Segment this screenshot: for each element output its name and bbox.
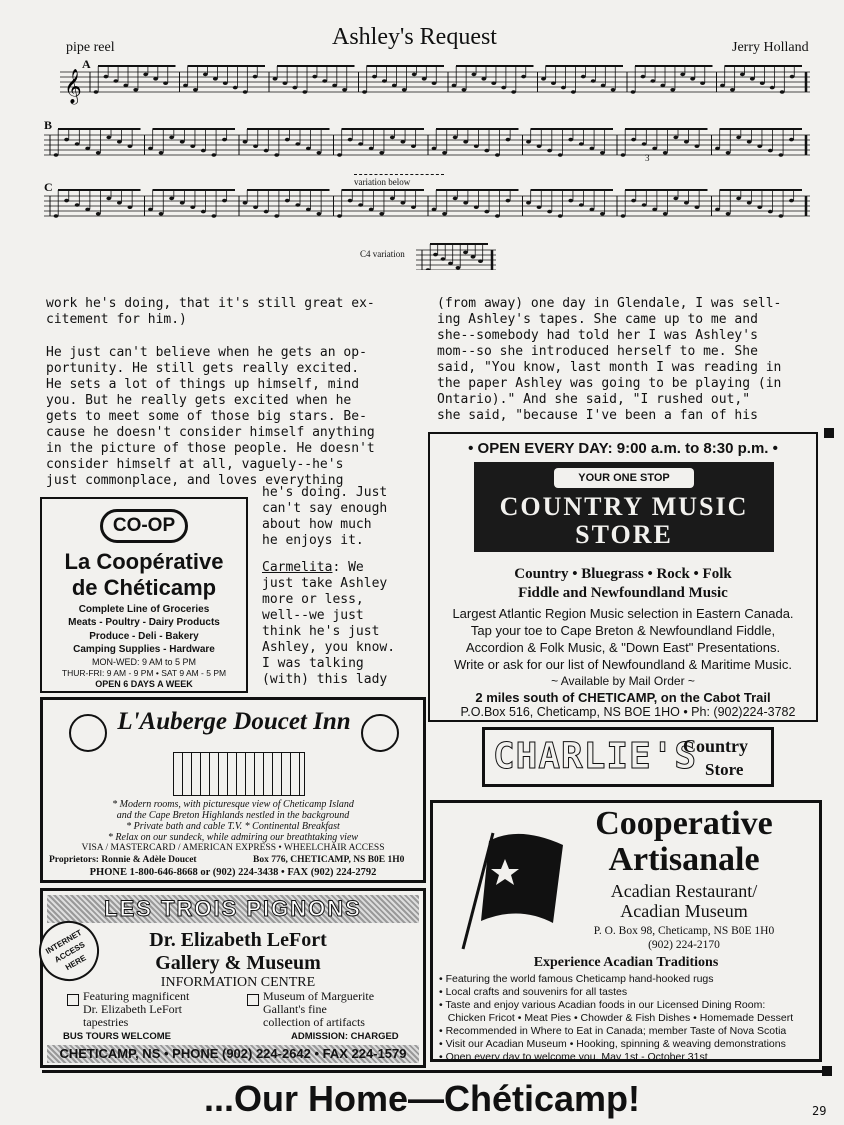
pignons-info: INFORMATION CENTRE <box>160 975 316 990</box>
speaker-text: : We just take Ashley more or less, well--we just think he's just Ashley, you know. I was talking (with) this lady <box>262 560 396 687</box>
auberge-l3: * Private bath and cable T.V. * Continental Breakfast <box>126 821 340 832</box>
store-logo-panel <box>474 462 774 552</box>
store-banner: YOUR ONE STOP <box>554 468 694 488</box>
article-speaker-block <box>262 560 432 688</box>
pignons-name1: Dr. Elizabeth LeFort <box>149 929 327 951</box>
artisanale-addr1: P. O. Box 98, Cheticamp, NS B0E 1H0 <box>593 925 775 937</box>
part-label-c: C <box>44 180 53 194</box>
artisanale-item: • Featuring the world famous Cheticamp hand-hooked rugs <box>439 973 714 985</box>
article-left-para: He just can't believe when he gets an op- portunity. He still gets really excited. He sets a lot of things up himself, mind you. But he really gets excited when he gets to meet some of those big stars. Be- cause he doesn't consider himself anything in the picture of those people. He doesn't consider himself at all, vaguely--he's just commonplace, and loves everything <box>46 345 375 488</box>
charlies-ad <box>482 727 774 787</box>
music-store-ad <box>428 432 818 722</box>
artisanale-title2: Artisanale <box>608 841 760 878</box>
coop-logo: CO-OP <box>100 509 188 543</box>
artisanale-traditions: Experience Acadian Traditions <box>533 955 719 970</box>
article-right-top: (from away) one day in Glendale, I was sell- ing Ashley's tapes. She came up to me and she--somebody had told her I was Ashley's mom--so she introduced herself to me. She said, "You know, last month I was reading in the paper Ashley was going to be playing (in Ontario)." And she said, "I rushed out," she said, "because I've been a fan of his <box>437 296 782 423</box>
store-address: P.O.Box 516, Cheticamp, NS BOE 1HO • Ph: (902)224-3782 <box>460 705 796 719</box>
pignons-bus: BUS TOURS WELCOME <box>63 1031 172 1042</box>
store-desc3: Accordion & Folk Music, & "Down East" Presentations. <box>465 640 781 655</box>
svg-text:𝄞: 𝄞 <box>64 69 82 104</box>
auberge-phone: PHONE 1-800-646-8668 or (902) 224-3438 • FAX (902) 224-2792 <box>89 867 377 878</box>
pignons-ad <box>40 888 426 1068</box>
auberge-l2: and the Cape Breton Highlands nestled in the background <box>116 810 350 821</box>
music-staff-a <box>60 62 810 112</box>
artisanale-sub2: Acadian Museum <box>620 901 748 921</box>
internet-access-stamp: INTERNET ACCESS HERE <box>28 910 110 992</box>
music-title: Ashley's Request <box>332 24 497 50</box>
checkbox-icon <box>67 994 79 1006</box>
pignons-footer: CHETICAMP, NS • PHONE (902) 224-2642 • FAX 224-1579 <box>59 1046 407 1061</box>
artisanale-item: • Visit our Acadian Museum • Hooking, spinning & weaving demonstrations <box>439 1038 786 1050</box>
auberge-ad <box>40 697 426 883</box>
part-label-a: A <box>82 57 91 71</box>
footer-tagline: ...Our Home—Chéticamp! <box>203 1078 641 1119</box>
coop-hours2: THUR-FRI: 9 AM - 9 PM • SAT 9 AM - 5 PM <box>61 668 227 678</box>
charlies-name: CHARLIE'S <box>493 736 698 777</box>
music-composer: Jerry Holland <box>732 40 809 55</box>
coop-line3: Produce - Deli - Bakery <box>89 631 199 642</box>
auberge-name: L'Auberge Doucet Inn <box>117 708 351 735</box>
artisanale-item: • Recommended in Where to Eat in Canada; member Taste of Nova Scotia <box>439 1025 787 1037</box>
charlies-country: Country <box>683 736 749 756</box>
artisanale-sub1: Acadian Restaurant/ <box>610 881 758 901</box>
store-fiddle: Fiddle and Newfoundland Music <box>518 585 728 601</box>
coop-name-line2: de Chéticamp <box>71 575 217 600</box>
variation-label: variation below <box>354 177 411 187</box>
artisanale-addr2: (902) 224-2170 <box>648 939 720 951</box>
music-staff-c4 <box>416 240 496 270</box>
store-name2: STORE <box>575 520 673 549</box>
rose-left-icon <box>69 714 107 752</box>
article-narrow-col: he's doing. Just can't say enough about how much he enjoys it. <box>262 485 388 548</box>
article-left-top: work he's doing, that it's still great ex- citement for him.) <box>46 296 375 327</box>
inn-illustration <box>173 752 305 796</box>
store-desc1: Largest Atlantic Region Music selection in Eastern Canada. <box>452 606 794 621</box>
auberge-proprietors: Proprietors: Ronnie & Adèle Doucet <box>49 855 197 865</box>
artisanale-item: • Open every day to welcome you, May 1st - October 31st <box>439 1051 708 1063</box>
pignons-feat1: Featuring magnificent Dr. Elizabeth LeFort tapestries <box>83 989 190 1029</box>
speaker-name: Carmelita <box>262 560 333 575</box>
music-staff-c <box>44 186 810 236</box>
store-mail: ~ Available by Mail Order ~ <box>551 674 695 688</box>
store-desc2: Tap your toe to Cape Breton & Newfoundland Fiddle, <box>470 623 776 638</box>
store-location: 2 miles south of CHETICAMP, on the Cabot Trail <box>475 690 771 705</box>
page-number: 29 <box>812 1104 827 1118</box>
c4-variation-label: C4 variation <box>360 249 405 259</box>
store-genres: Country • Bluegrass • Rock • Folk <box>514 566 732 582</box>
store-open-hours: • OPEN EVERY DAY: 9:00 a.m. to 8:30 p.m. • <box>468 440 778 457</box>
artisanale-title1: Cooperative <box>595 805 773 842</box>
store-name1: COUNTRY MUSIC <box>499 492 749 521</box>
music-style-label: pipe reel <box>66 40 115 55</box>
rose-right-icon <box>361 714 399 752</box>
variation-bracket <box>354 174 444 175</box>
pignons-feat2: Museum of Marguerite Gallant's fine collection of artifacts <box>263 989 375 1029</box>
footer-rule <box>42 1070 822 1073</box>
coop-line2: Meats - Poultry - Dairy Products <box>68 617 220 628</box>
pignons-name2: Gallery & Museum <box>155 952 321 974</box>
artisanale-item: • Local crafts and souvenirs for all tastes <box>439 986 628 998</box>
artisanale-item: Chicken Fricot • Meat Pies • Chowder & Fish Dishes • Homemade Dessert <box>439 1012 794 1024</box>
music-staff-b <box>44 125 810 175</box>
coop-line1: Complete Line of Groceries <box>78 604 210 615</box>
pignons-header: LES TROIS PIGNONS <box>104 896 362 921</box>
charlies-store: Store <box>705 760 744 779</box>
artisanale-item: • Taste and enjoy various Acadian foods in our Licensed Dining Room: <box>439 999 766 1011</box>
margin-marker <box>824 428 834 438</box>
coop-ad <box>40 497 248 693</box>
auberge-l1: * Modern rooms, with picturesque view of Cheticamp Island <box>112 799 354 810</box>
part-label-b: B <box>44 118 53 132</box>
coop-hours3: OPEN 6 DAYS A WEEK <box>95 679 193 689</box>
checkbox-icon <box>247 994 259 1006</box>
artisanale-ad <box>430 800 822 1062</box>
coop-hours1: MON-WED: 9 AM to 5 PM <box>91 657 196 667</box>
coop-line4: Camping Supplies - Hardware <box>73 644 215 655</box>
auberge-l4: * Relax on our sundeck, while admiring our breathtaking view <box>107 832 359 843</box>
auberge-box: Box 776, CHETICAMP, NS B0E 1H0 <box>253 855 405 865</box>
pignons-admission: ADMISSION: CHARGED <box>291 1031 399 1042</box>
auberge-l5: VISA / MASTERCARD / AMERICAN EXPRESS • WHEELCHAIR ACCESS <box>81 843 385 853</box>
margin-marker <box>822 1066 832 1076</box>
store-desc4: Write or ask for our list of Newfoundland & Maritime Music. <box>454 657 792 672</box>
triplet-mark: 3 <box>645 153 650 163</box>
coop-name-line1: La Coopérative <box>64 549 224 574</box>
